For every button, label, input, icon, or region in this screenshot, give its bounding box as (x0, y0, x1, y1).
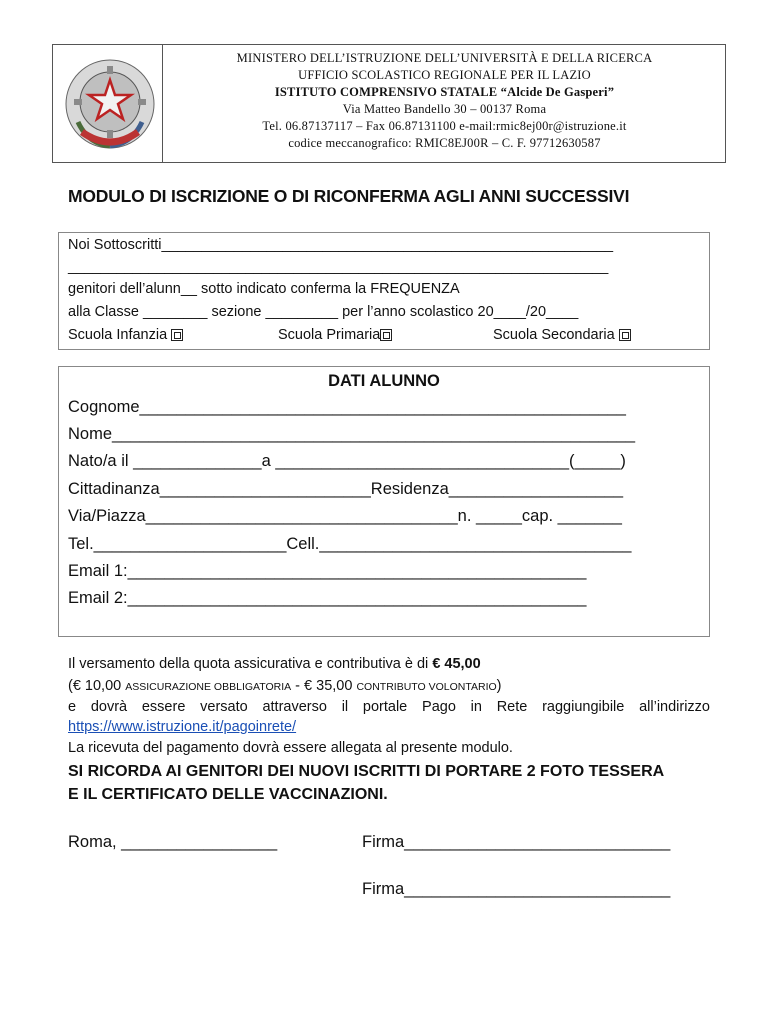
birth-field[interactable]: Nato/a il ______________a ________________________________(_____) (68, 452, 626, 470)
email1-field[interactable]: Email 1:__________________________________________________ (68, 562, 587, 580)
school-infanzia-option[interactable] (68, 327, 183, 343)
school-contacts: Tel. 06.87137117 – Fax 06.87131100 e-mail:rmic8ej00r@istruzione.it (262, 119, 627, 133)
school-name: ISTITUTO COMPRENSIVO STATALE “Alcide De Gasperi” (274, 85, 615, 99)
ministry-line: MINISTERO DELL’ISTRUZIONE DELL’UNIVERSITÀ E DELLA RICERCA (236, 51, 653, 65)
frequency-text: genitori dell’alunn__ sotto indicato conferma la FREQUENZA (68, 281, 460, 297)
school-secondaria-option[interactable] (493, 327, 631, 343)
signature-field-1[interactable]: Firma_____________________________ (362, 833, 671, 851)
school-codes: codice meccanografico: RMIC8EJ00R – C. F. 97712630587 (288, 136, 601, 150)
surname-field[interactable]: Cognome_____________________________________________________ (68, 398, 626, 416)
insurance-amount: (€ 10,00 (68, 678, 126, 694)
payment-amount-line (68, 656, 481, 672)
name-field[interactable]: Nome_________________________________________________________ (68, 425, 636, 443)
pago-in-rete-link[interactable]: https://www.istruzione.it/pagoinrete/ (68, 719, 297, 735)
address-field[interactable]: Via/Piazza__________________________________n. _____cap. _______ (68, 507, 622, 525)
contribution-amount: - € 35,00 (291, 678, 357, 694)
school-primaria-label: Scuola Primaria (278, 327, 381, 343)
letterhead-text (163, 50, 726, 152)
reminder-line-1: SI RICORDA AI GENITORI DEI NUOVI ISCRITTI DI PORTARE 2 FOTO TESSERA (68, 763, 665, 780)
signature-field-2[interactable]: Firma_____________________________ (362, 880, 671, 898)
insurance-label: ASSICURAZIONE OBBLIGATORIA (125, 681, 292, 693)
citizenship-residence-field[interactable]: Cittadinanza_______________________Residenza___________________ (68, 480, 624, 498)
receipt-note: La ricevuta del pagamento dovrà essere allegata al presente modulo. (68, 740, 513, 756)
reminder-line-2: E IL CERTIFICATO DELLE VACCINAZIONI. (68, 786, 388, 803)
breakdown-close: ) (496, 678, 502, 694)
republic-emblem (58, 52, 162, 156)
payment-text: Il versamento della quota assicurativa e contributiva è di (68, 656, 433, 672)
class-section-year-line[interactable]: alla Classe ________ sezione _________ per l’anno scolastico 20____/20____ (68, 304, 579, 320)
school-infanzia-checkbox[interactable] (171, 329, 183, 341)
contribution-label: CONTRIBUTO VOLONTARIO (356, 681, 497, 693)
school-primaria-option[interactable] (278, 327, 392, 343)
payment-portal-text: e dovrà essere versato attraverso il portale Pago in Rete raggiungibile all’indirizzo (68, 699, 710, 715)
phone-field[interactable]: Tel._____________________Cell.__________________________________ (68, 535, 632, 553)
form-title: MODULO DI ISCRIZIONE O DI RICONFERMA AGLI ANNI SUCCESSIVI (68, 186, 630, 206)
school-infanzia-label: Scuola Infanzia (68, 327, 168, 343)
school-address: Via Matteo Bandello 30 – 00137 Roma (342, 102, 547, 116)
school-secondaria-checkbox[interactable] (619, 329, 631, 341)
payment-amount: € 45,00 (432, 656, 481, 672)
parents-names-line[interactable]: Noi Sottoscritti________________________________________________________ (68, 237, 614, 253)
school-secondaria-label: Scuola Secondaria (493, 327, 615, 343)
school-primaria-checkbox[interactable] (380, 329, 392, 341)
payment-breakdown (68, 678, 502, 694)
office-line: UFFICIO SCOLASTICO REGIONALE PER IL LAZIO (298, 68, 591, 82)
student-heading: DATI ALUNNO (328, 372, 440, 390)
place-date-field[interactable]: Roma, _________________ (68, 833, 278, 851)
email2-field[interactable]: Email 2:__________________________________________________ (68, 589, 587, 607)
parents-names-line-2[interactable]: ___________________________________________________________________ (68, 259, 609, 275)
